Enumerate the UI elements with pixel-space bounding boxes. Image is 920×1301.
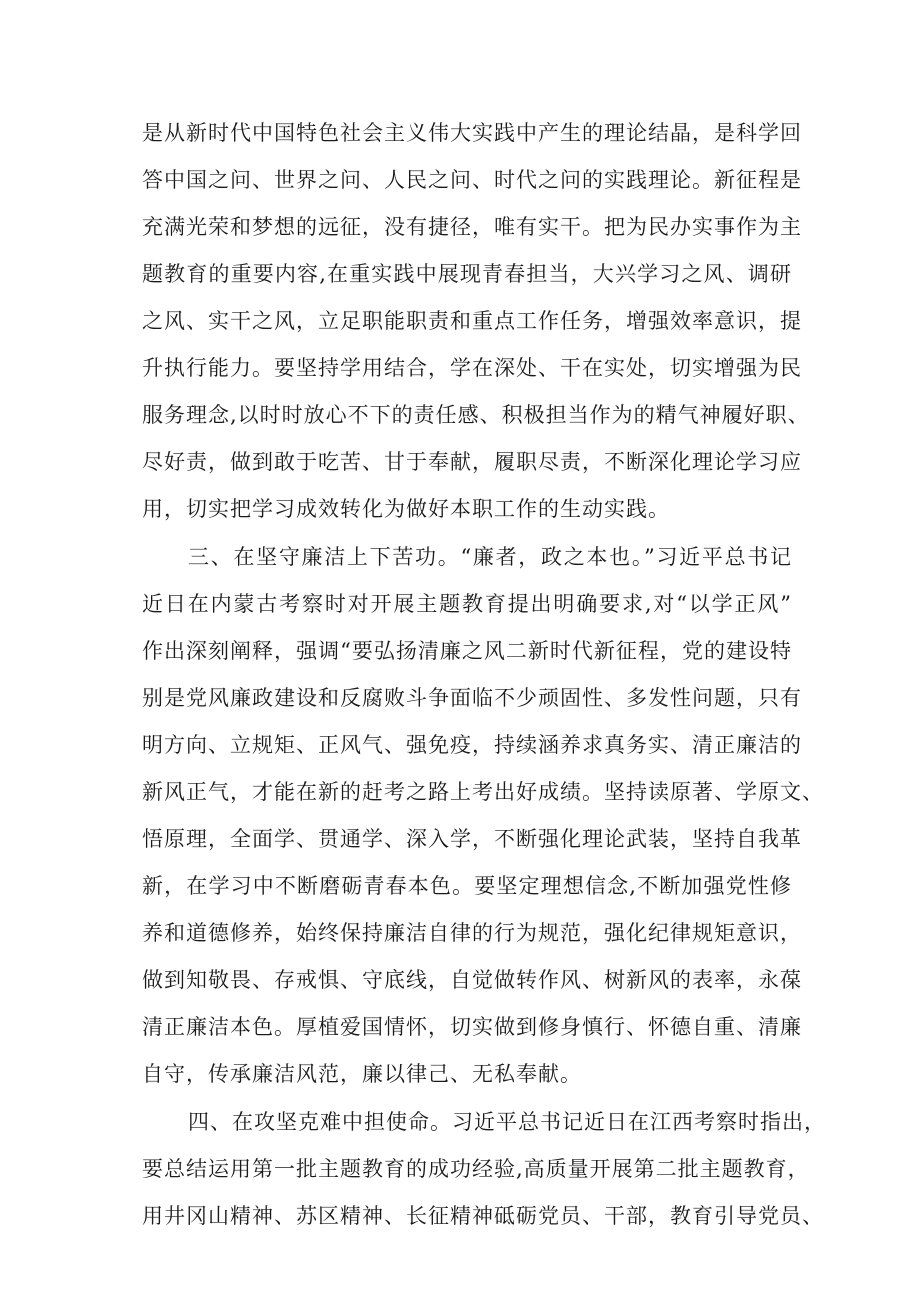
text-line: 要总结运用第一批主题教育的成功经验,高质量开展第二批主题教育， xyxy=(142,1157,810,1181)
text-line: 用，切实把学习成效转化为做好本职工作的生动实践。 xyxy=(142,497,670,521)
text-line: 尽好责，做到敢于吃苦、甘于奉献，履职尽责，不断深化理论学习应 xyxy=(142,450,802,474)
text-line: 清正廉洁本色。厚植爱国情怀，切实做到修身慎行、怀德自重、清廉 xyxy=(142,1015,802,1039)
text-line: 服务理念,以时时放心不下的责任感、积极担当作为的精气神履好职、 xyxy=(142,403,810,427)
text-line: 新，在学习中不断磨砺青春本色。要坚定理想信念,不断加强党性修 xyxy=(142,874,792,898)
text-line: 新风正气，才能在新的赶考之路上考出好成绩。坚持读原著、学原文、 xyxy=(142,780,824,804)
text-line: 是从新时代中国特色社会主义伟大实践中产生的理论结晶，是科学回 xyxy=(142,121,802,145)
text-line: 养和道德修养，始终保持廉洁自律的行为规范，强化纪律规矩意识， xyxy=(142,921,802,945)
text-line: 作出深刻阐释，强调“要弘扬清廉之风二新时代新征程，党的建设特 xyxy=(142,639,792,663)
text-line: 升执行能力。要坚持学用结合，学在深处、干在实处，切实增强为民 xyxy=(142,356,802,380)
text-line: 之风、实干之风，立足职能职责和重点工作任务，增强效率意识，提 xyxy=(142,309,802,333)
text-line: 自守，传承廉洁风范，廉以律己、无私奉献。 xyxy=(142,1062,582,1086)
text-line: 明方向、立规矩、正风气、强免疫，持续涵养求真务实、清正廉洁的 xyxy=(142,733,802,757)
text-line: 题教育的重要内容,在重实践中展现青春担当，大兴学习之风、调研 xyxy=(142,262,792,286)
text-line: 用井冈山精神、苏区精神、长征精神砥砺党员、干部，教育引导党员、 xyxy=(142,1204,824,1228)
text-line: 别是党风廉政建设和反腐败斗争面临不少顽固性、多发性问题，只有 xyxy=(142,686,802,710)
text-line: 悟原理，全面学、贯通学、深入学，不断强化理论武装，坚持自我革 xyxy=(142,827,802,851)
text-line: 四、在攻坚克难中担使命。习近平总书记近日在江西考察时指出， xyxy=(188,1110,826,1134)
text-line: 做到知敬畏、存戒惧、守底线，自觉做转作风、树新风的表率，永葆 xyxy=(142,968,802,992)
text-line: 答中国之问、世界之问、人民之问、时代之问的实践理论。新征程是 xyxy=(142,168,802,192)
text-line: 近日在内蒙古考察时对开展主题教育提出明确要求,对“以学正风” xyxy=(142,592,792,616)
text-line: 充满光荣和梦想的远征，没有捷径，唯有实干。把为民办实事作为主 xyxy=(142,215,802,239)
text-line: 三、在坚守廉洁上下苦功。“廉者，政之本也。”习近平总书记 xyxy=(188,545,792,569)
